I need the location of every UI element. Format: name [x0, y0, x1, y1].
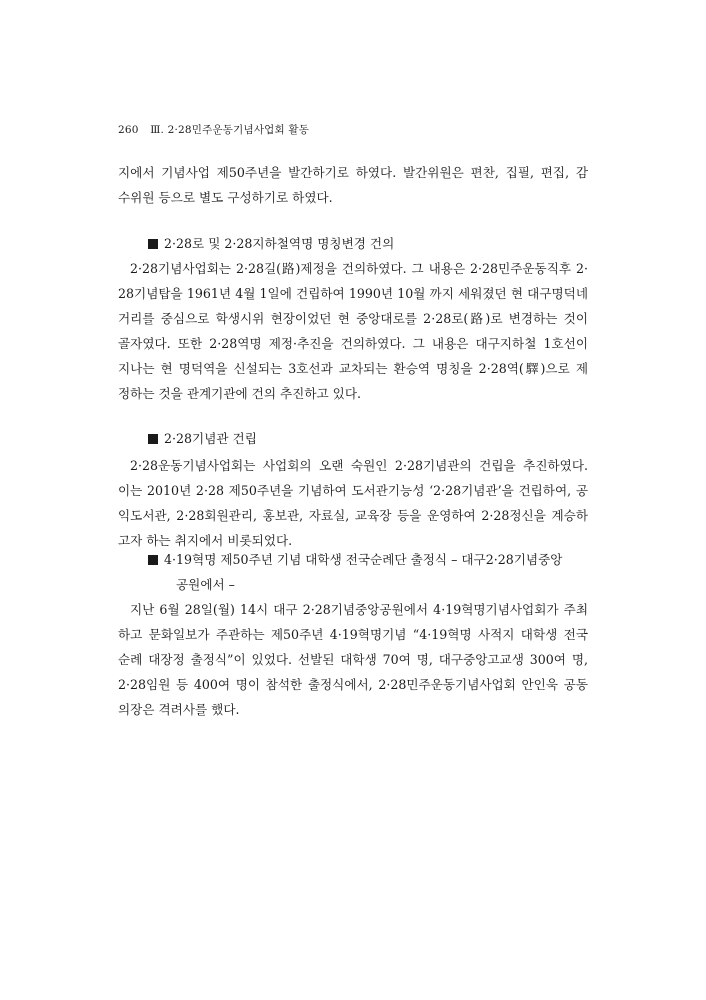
paragraph-line: 고자 하는 취지에서 비롯되었다. [118, 533, 293, 548]
paragraph-line: 지나는 현 명덕역을 신설되는 3호선과 교차되는 환승역 명칭을 2·28역(驛)으로 제 [118, 361, 588, 376]
paragraph-line: 2·28임원 등 400여 명이 참석한 출정식에서, 2·28민주운동기념사업회 안인욱 공동 [118, 677, 588, 692]
paragraph-line: 의장은 격려사를 했다. [118, 702, 240, 717]
section-title: Ⅲ. 2·28민주운동기념사업회 활동 [150, 124, 310, 136]
section-heading-continuation: 공원에서 – [176, 577, 235, 592]
paragraph-line: 지에서 기념사업 제50주년을 발간하기로 하였다. 발간위원은 편찬, 집필, 편집, 감 [118, 165, 588, 180]
square-bullet-icon [148, 555, 158, 565]
paragraph-line: 순례 대장정 출정식”이 있었다. 선발된 대학생 70여 명, 대구중앙고교생 300여 명, [118, 652, 588, 667]
section-heading-text: 2·28기념관 건립 [164, 431, 257, 446]
paragraph-line: 익도서관, 2·28회원관리, 홍보관, 자료실, 교육장 등을 운영하여 2·28정신을 계승하 [118, 508, 588, 523]
section-paragraph [118, 597, 588, 722]
running-header [118, 122, 309, 137]
paragraph-line: 골자였다. 또한 2·28역명 제정·추진을 건의하였다. 그 내용은 대구지하철 1호선이 [118, 336, 588, 351]
square-bullet-icon [148, 239, 158, 249]
paragraph-line: 2·28운동기념사업회는 사업회의 오랜 숙원인 2·28기념관의 건립을 추진하였다. [130, 458, 588, 473]
section-heading-text: 4·19혁명 제50주년 기념 대학생 전국순례단 출정식 – 대구2·28기념중앙 [164, 552, 563, 567]
section-heading [148, 231, 588, 256]
intro-paragraph [118, 160, 588, 210]
paragraph-line: 28기념탑을 1961년 4월 1일에 건립하여 1990년 10월 까지 세워졌던 현 대구명덕네 [118, 286, 588, 301]
paragraph-line: 이는 2010년 2·28 제50주년을 기념하여 도서관기능성 ‘2·28기념관’을 건립하여, 공 [118, 483, 588, 498]
section-heading [148, 547, 588, 597]
section-paragraph [118, 453, 588, 553]
paragraph-line: 정하는 것을 관계기관에 건의 추진하고 있다. [118, 386, 361, 401]
section-paragraph [118, 256, 588, 406]
paragraph-line: 지난 6월 28일(월) 14시 대구 2·28기념중앙공원에서 4·19혁명기념사업회가 주최 [130, 602, 588, 617]
section-heading [148, 426, 588, 451]
paragraph-line: 2·28기념사업회는 2·28길(路)제정을 건의하였다. 그 내용은 2·28민주운동직후 2· [130, 261, 588, 276]
paragraph-line: 하고 문화일보가 주관하는 제50주년 4·19혁명기념 “4·19혁명 사적지 대학생 전국 [118, 627, 588, 642]
paragraph-line: 거리를 중심으로 학생시위 현장이었던 현 중앙대로를 2·28로(路)로 변경하는 것이 [118, 311, 588, 326]
section-heading-text: 2·28로 및 2·28지하철역명 명칭변경 건의 [164, 236, 395, 251]
page-number: 260 [118, 124, 139, 136]
paragraph-line: 수위원 등으로 별도 구성하기로 하였다. [118, 190, 333, 205]
square-bullet-icon [148, 434, 158, 444]
